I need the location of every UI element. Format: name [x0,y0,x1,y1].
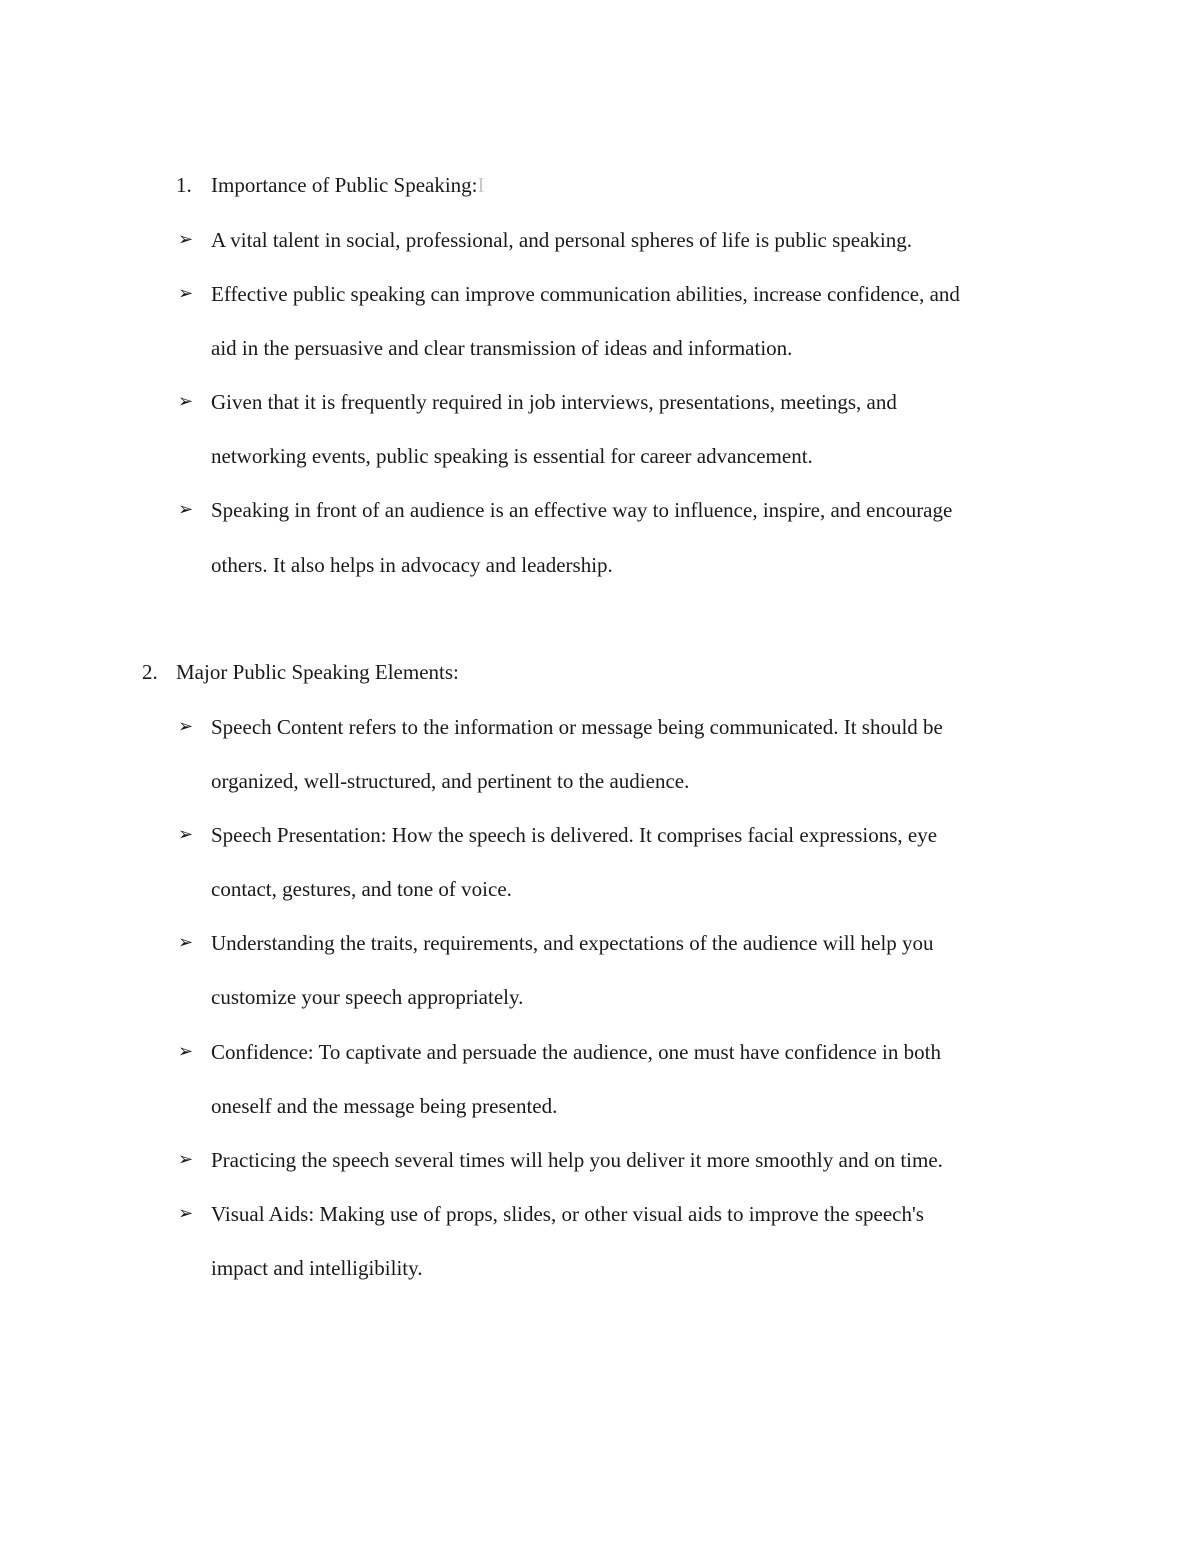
section-2-bullet-6-line-1: Visual Aids: Making use of props, slides, or other visual aids to improve the speech's [211,1202,924,1226]
section-2-bullet-4-line-1: Confidence: To captivate and persuade the audience, one must have confidence in both [211,1040,941,1064]
section-1-bullet-3-line-2: networking events, public speaking is essential for career advancement. [211,444,813,468]
section-1-bullet-4-line-2: others. It also helps in advocacy and leadership. [211,553,613,577]
section-2-bullet-3-line-1: Understanding the traits, requirements, and expectations of the audience will help you [211,931,934,955]
section-1-number: 1. [176,173,192,197]
bullet-icon: ➢ [178,1149,194,1170]
bullet-icon: ➢ [178,1203,194,1224]
bullet-icon: ➢ [178,499,194,520]
section-1-bullet-2-line-2: aid in the persuasive and clear transmission of ideas and information. [211,336,793,360]
section-1-heading [211,171,485,199]
bullet-icon: ➢ [178,283,194,304]
section-1-bullet-4-line-1: Speaking in front of an audience is an effective way to influence, inspire, and encourage [211,498,953,522]
bullet-icon: ➢ [178,824,194,845]
section-1-bullet-2-line-1: Effective public speaking can improve communication abilities, increase confidence, and [211,282,960,306]
bullet-icon: ➢ [178,1041,194,1062]
section-2-bullet-4-line-2: oneself and the message being presented. [211,1094,558,1118]
bullet-icon: ➢ [178,391,194,412]
section-2-bullet-2-line-1: Speech Presentation: How the speech is delivered. It comprises facial expressions, eye [211,823,938,847]
section-2-number: 2. [142,660,158,684]
bullet-icon: ➢ [178,229,194,250]
section-2-bullet-1-line-1: Speech Content refers to the information or message being communicated. It should be [211,715,943,739]
section-1-bullet-3-line-1: Given that it is frequently required in job interviews, presentations, meetings, and [211,390,897,414]
section-1-bullet-1-line-1: A vital talent in social, professional, and personal spheres of life is public speaking. [211,228,912,252]
section-2-heading: Major Public Speaking Elements: [176,660,459,684]
section-2-bullet-6-line-2: impact and intelligibility. [211,1256,423,1280]
bullet-icon: ➢ [178,932,194,953]
section-2-bullet-2-line-2: contact, gestures, and tone of voice. [211,877,512,901]
section-2-bullet-1-line-2: organized, well-structured, and pertinent to the audience. [211,769,690,793]
section-2-bullet-3-line-2: customize your speech appropriately. [211,985,524,1009]
section-1-heading-text: Importance of Public Speaking: [211,173,478,197]
bullet-icon: ➢ [178,716,194,737]
section-2-bullet-5-line-1: Practicing the speech several times will help you deliver it more smoothly and on time. [211,1148,943,1172]
text-cursor: I [477,173,485,197]
